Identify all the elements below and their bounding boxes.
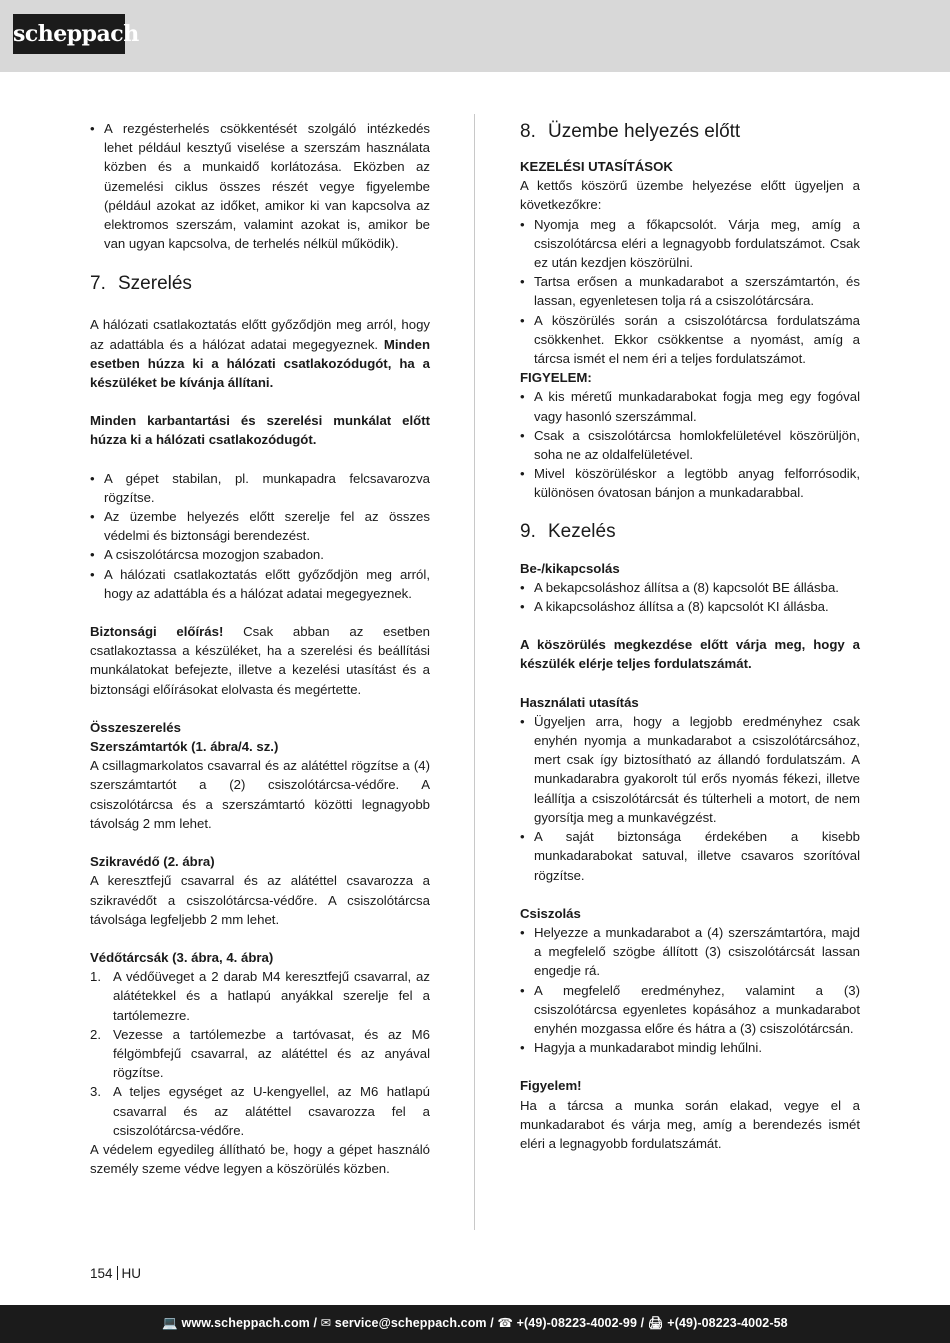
attention-bullet-list <box>520 387 860 502</box>
list-item: • A megfelelő eredményhez, valamint a (3) csiszolótárcsa egyenletes kopásához a munkadarabot enyhén mozgassa előre és hátra a (3) csiszolótárcsán. <box>520 981 860 1039</box>
scheppach-logo: scheppach <box>13 14 125 54</box>
fax-icon: 🖨 <box>647 1316 664 1330</box>
section-number: 8. <box>520 121 536 142</box>
list-item: • Csak a csiszolótárcsa homlokfelületével köszörüljön, soha ne az oldalfelületével. <box>520 426 860 464</box>
section-number: 9. <box>520 520 536 542</box>
grinding-bullet-list <box>520 923 860 1057</box>
list-item: • A kikapcsoláshoz állítsa a (8) kapcsolót KI állásba. <box>520 597 860 616</box>
list-item: • Helyezze a munkadarabot a (4) szerszámtartóra, majd a megfelelő szögbe állított (3) csiszolótárcsát lassan engedje rá. <box>520 923 860 981</box>
shields-steps-list <box>90 967 430 1140</box>
caution-heading: Figyelem! <box>520 1078 582 1094</box>
phone-number: +(49)-08223-4002-99 <box>516 1316 638 1330</box>
list-item: • Ügyeljen arra, hogy a legjobb eredményhez csak enyhén nyomja a munkadarabot a csiszolótárcsához, mert csak így biztosítható az állandó fordulatszám. A munkadarabra gyakorolt túl erős nyomás fékezi, illetve leállítja a csiszolótárcsát és túlterheli a motort, de nem gyorsítja meg a munkavégzést. <box>520 712 860 827</box>
mains-connection-paragraph: A hálózati csatlakoztatás előtt győződjön meg arról, hogy az adattábla és a hálózat adatai megegyeznek. Minden esetben húzza ki a hálózati csatlakozódugót, ha a készüléket be kívánja állítani. <box>90 317 430 391</box>
list-item: • A kis méretű munkadarabokat fogja meg egy fogóval vagy hasonló szerszámmal. <box>520 387 860 425</box>
left-column <box>90 119 430 1178</box>
list-item: • A bekapcsoláshoz állítsa a (8) kapcsolót BE állásba. <box>520 578 860 597</box>
spark-guard-heading: Szikravédő (2. ábra) <box>90 854 215 870</box>
section-7-heading <box>90 271 430 297</box>
page-header <box>0 0 950 72</box>
list-item: • Mivel köszörüléskor a legtöbb anyag felforrósodik, különösen óvatosan bánjon a munkadarabbal. <box>520 464 860 502</box>
mail-icon: ✉ <box>320 1316 332 1330</box>
language-code: HU <box>121 1266 142 1281</box>
switch-heading: Be-/kikapcsolás <box>520 560 620 576</box>
shields-heading: Védőtárcsák (3. ábra, 4. ábra) <box>90 949 274 965</box>
spark-guard-text: A keresztfejű csavarral és az alátéttel csavarozza a szikravédőt a csiszolótárcsa-védőre. A csiszolótárcsa távolsága legfeljebb 2 mm lehet. <box>90 873 430 927</box>
list-item: • A gépet stabilan, pl. munkapadra felcsavarozva rögzítse. <box>90 469 430 507</box>
list-item: • A köszörülés során a csiszolótárcsa fordulatszáma csökkenhet. Ekkor csökkentse a nyomást, amíg a tárcsa ismét el nem éri a teljes fordulatszámot. <box>520 311 860 369</box>
page-number-separator <box>117 1266 118 1280</box>
intro-bullet-list <box>90 119 430 253</box>
operating-instructions-heading: KEZELÉSI UTASÍTÁSOK <box>520 159 673 174</box>
tool-rest-text: A csillagmarkolatos csavarral és az alátéttel rögzítse a (4) szerszámtartót a (2) csiszolótárcsa-védőre. A csiszolótárcsa és a szerszámtartó közötti legnagyobb távolság 2 mm lehet. <box>90 758 430 831</box>
section-title: Szerelés <box>118 273 192 295</box>
unplug-warning: Minden esetben húzza ki a hálózati csatlakozódugót, ha a készüléket be kívánja állítani. <box>90 336 430 391</box>
phone-icon: ☎ <box>497 1316 514 1330</box>
tool-rest-heading: Szerszámtartók (1. ábra/4. sz.) <box>90 739 279 755</box>
usage-heading: Használati utasítás <box>520 694 639 710</box>
usage-bullet-list <box>520 712 860 885</box>
assembly-bullet-list <box>90 469 430 603</box>
list-item: • A saját biztonsága érdekében a kisebb munkadarabokat satuval, illetve csavaros szorítóval rögzítse. <box>520 827 860 885</box>
shields-note: A védelem egyedileg állítható be, hogy a gépet használó személy szeme védve legyen a köszörülés közben. <box>90 1141 430 1177</box>
list-item: • Tartsa erősen a munkadarabot a szerszámtartón, és lassan, egyenletesen tolja rá a csiszolótárcsára. <box>520 272 860 310</box>
website-link[interactable]: www.scheppach.com <box>181 1316 310 1330</box>
section-title: Kezelés <box>548 520 616 542</box>
right-column <box>520 119 860 1153</box>
list-item: • A rezgésterhelés csökkentését szolgáló intézkedés lehet például kesztyű viselése a szerszám használata közben és a munkaidő korlátozása. Eközben az üzemelési ciklus összes részét vegye figyelembe (például azokat az időket, amikor ki van kapcsolva az elektromos szerszám, valamint azokat is, amikor be van ugyan kapcsolva, de terhelés nélkül működik). <box>90 119 430 253</box>
list-item: • A csiszolótárcsa mozogjon szabadon. <box>90 545 430 564</box>
attention-heading: FIGYELEM: <box>520 370 592 386</box>
switch-bullet-list <box>520 578 860 616</box>
laptop-icon: 💻 <box>162 1316 178 1330</box>
column-divider <box>474 114 475 1230</box>
section-title: Üzembe helyezés előtt <box>548 121 741 142</box>
list-item: • A hálózati csatlakoztatás előtt győződjön meg arról, hogy az adattábla és a hálózat adatai megegyeznek. <box>90 565 430 603</box>
safety-label: Biztonsági előírás! <box>90 624 224 640</box>
safety-paragraph: Biztonsági előírás! Csak abban az esetben csatlakoztassa a készüléket, ha a szerelési és beállítási munkálatokat befejezte, illetve a kezelési utasítást és a biztonsági előírásokat elolvasta és megértette. <box>90 624 430 697</box>
contact-line: 💻 www.scheppach.com / ✉ service@scheppach.com / ☎ +(49)-08223-4002-99 / 🖨 +(49)-08223-4002-58 <box>162 1316 788 1330</box>
section-9-heading <box>520 519 860 545</box>
section-8-intro: A kettős köszörű üzembe helyezése előtt ügyeljen a következőkre: <box>520 178 860 213</box>
maintenance-warning: Minden karbantartási és szerelési munkálat előtt húzza ki a hálózati csatlakozódugót. <box>90 413 430 448</box>
list-item: • Az üzembe helyezés előtt szerelje fel az összes védelmi és biztonsági berendezést. <box>90 507 430 545</box>
list-item: 1. A védőüveget a 2 darab M4 keresztfejű csavarral, az alátétekkel és a hatlapú anyákkal szerelje fel a tartólemezre. <box>90 969 430 1023</box>
list-item: 2. Vezesse a tartólemezbe a tartóvasat, és az M6 félgömbfejű csavarral, az alátéttel és az anyával rögzítse. <box>90 1026 430 1081</box>
section-8-heading <box>520 119 860 145</box>
list-item: • Hagyja a munkadarabot mindig lehűlni. <box>520 1038 860 1057</box>
section-number: 7. <box>90 273 106 295</box>
startup-bullet-list <box>520 215 860 369</box>
page-number: 154 HU <box>90 1266 142 1281</box>
list-item: 3. A teljes egységet az U-kengyellel, az M6 hatlapú csavarral és az alátéttel csavarozza fel a csiszolótárcsa-védőre. <box>90 1084 430 1138</box>
fax-number: +(49)-08223-4002-58 <box>667 1316 788 1330</box>
email-link[interactable]: service@scheppach.com <box>334 1316 487 1330</box>
grinding-heading: Csiszolás <box>520 905 581 921</box>
full-speed-warning: A köszörülés megkezdése előtt várja meg, hogy a készülék elérje teljes fordulatszámát. <box>520 637 860 672</box>
caution-text: Ha a tárcsa a munka során elakad, vegye el a munkadarabot és várja meg, amíg a berendezés ismét eléri a legnagyobb fordulatszámát. <box>520 1097 860 1151</box>
assembly-heading: Összeszerelés <box>90 719 181 735</box>
page-footer <box>0 1305 950 1343</box>
list-item: • Nyomja meg a főkapcsolót. Várja meg, amíg a csiszolótárcsa eléri a legnagyobb fordulatszámot. Csak ez után kezdjen köszörülni. <box>520 215 860 273</box>
